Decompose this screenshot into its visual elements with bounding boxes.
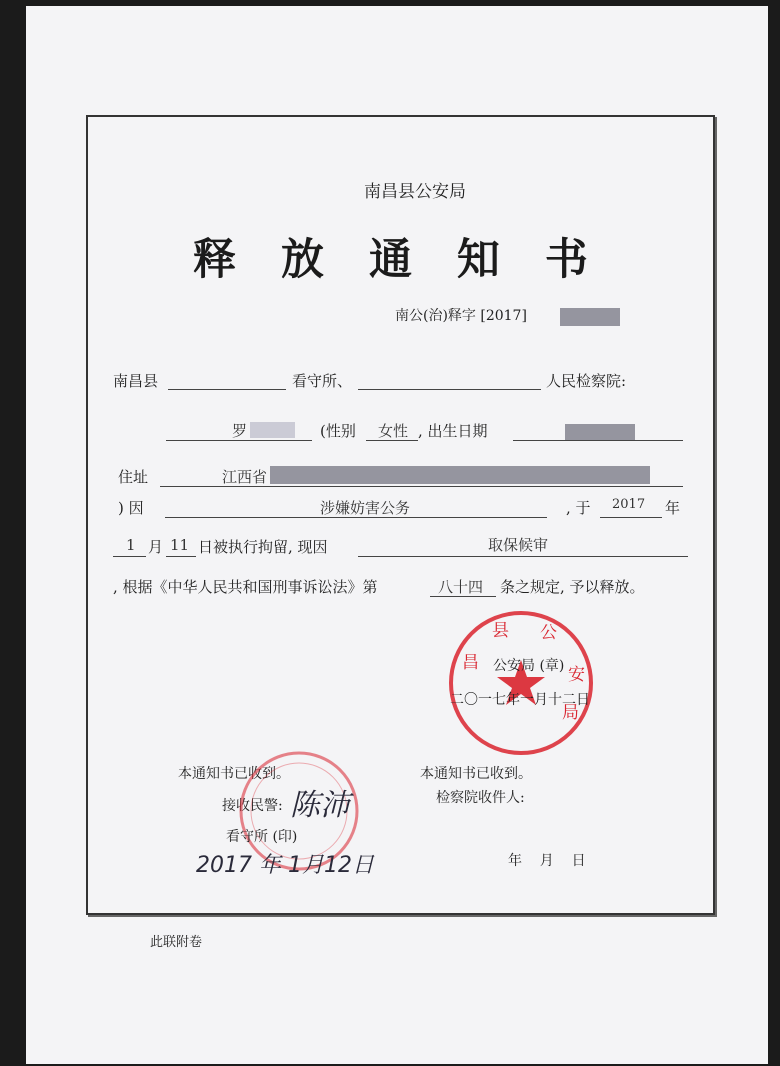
redaction-address [270, 466, 650, 484]
address-label: 住址 [118, 468, 149, 486]
blank-line [168, 389, 286, 390]
detention-label: 看守所、 [292, 372, 353, 390]
law-text: , 根据《中华人民共和国刑事诉讼法》第 [113, 578, 378, 596]
document-title: 释 放 通 知 书 [193, 235, 589, 285]
receipt-right-confirm: 本通知书已收到。 [420, 766, 532, 782]
receipt-left-date: 2017 年 1月12日 [196, 853, 374, 878]
address-value: 江西省 [222, 468, 268, 486]
because-label: ) 因 [118, 499, 144, 517]
day-line [166, 556, 196, 557]
seal-char: 局 [562, 703, 579, 723]
issuer-office: 公安局 (章) [493, 658, 565, 674]
issue-date: 二〇一七年一月十二日 [450, 692, 590, 708]
at-label: , 于 [566, 499, 591, 517]
month-line [113, 556, 146, 557]
article-value: 八十四 [438, 578, 484, 596]
person-name: 罗 [232, 422, 248, 440]
officer-label: 接收民警: [222, 798, 283, 814]
day-value: 11 [170, 536, 190, 554]
year-value: 2017 [612, 497, 646, 512]
seal-char: 安 [568, 665, 585, 685]
seal-char: 县 [492, 621, 509, 641]
receipt-right-date: 年 月 日 [508, 853, 586, 869]
document-number: 南公(治)释字 [2017] [395, 308, 527, 324]
seal-char: 昌 [462, 653, 479, 673]
receipt-left-confirm: 本通知书已收到。 [178, 766, 290, 782]
blank-line [358, 389, 541, 390]
reason-value: 取保候审 [488, 536, 549, 554]
reason-line [358, 556, 688, 557]
procuratorate-label: 人民检察院: [546, 372, 627, 390]
gender-value: 女性 [378, 422, 409, 440]
month-value: 1 [126, 536, 136, 554]
release-text: 条之规定, 予以释放。 [500, 578, 645, 596]
offense-value: 涉嫌妨害公务 [320, 499, 411, 517]
gender-label: (性别 [320, 422, 356, 440]
year-label: 年 [665, 499, 681, 517]
recipient-label: 检察院收件人: [436, 790, 525, 806]
detention-seal-label: 看守所 (印) [226, 829, 298, 845]
archive-note: 此联附卷 [150, 935, 203, 950]
officer-signature: 陈沛 [290, 788, 350, 823]
seal-char: 公 [540, 623, 557, 643]
detained-label: 日被执行拘留, 现因 [198, 538, 328, 556]
county-name: 南昌县 [113, 372, 159, 390]
redaction-name [250, 422, 295, 438]
issuing-org: 南昌县公安局 [364, 182, 466, 202]
dob-label: , 出生日期 [418, 422, 488, 440]
redaction-docnum [560, 308, 620, 326]
redaction-dob [565, 424, 635, 440]
month-label: 月 [148, 538, 164, 556]
dob-line [513, 440, 683, 441]
year-line [600, 517, 662, 518]
